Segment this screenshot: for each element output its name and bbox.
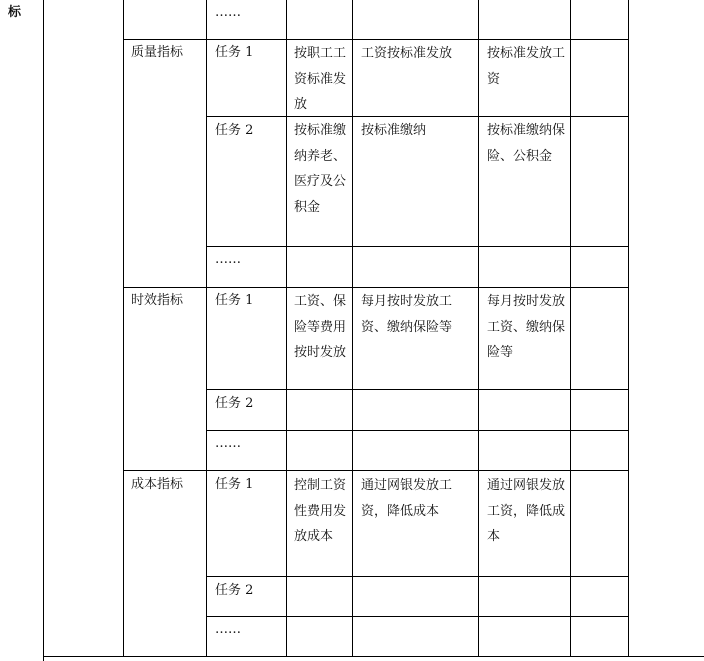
grid-line: [123, 287, 629, 288]
grid-line: [206, 576, 629, 577]
grid-line: [123, 0, 124, 656]
task-label: ……: [215, 436, 241, 451]
top-ellipsis: ……: [215, 5, 241, 20]
grid-line: [570, 0, 571, 656]
indicator-label: 时效指标: [131, 293, 184, 308]
grid-line: [206, 246, 629, 247]
grid-line: [43, 656, 704, 657]
grid-line: [206, 0, 207, 656]
task-label: 任务 2: [215, 123, 254, 138]
task-label: 任务 2: [215, 583, 254, 598]
first-col-label: 标: [8, 5, 22, 20]
task-content: 控制工资性费用发放成本: [294, 478, 347, 544]
task-label: ……: [215, 252, 241, 267]
task-content: 按职工工资标准发放: [294, 46, 347, 112]
actual-value: 按标准缴纳保险、公积金: [487, 123, 566, 164]
indicator-label: 成本指标: [131, 477, 184, 492]
task-label: ……: [215, 622, 241, 637]
task-content: 工资、保险等费用按时发放: [294, 294, 347, 360]
task-label: 任务 2: [215, 396, 254, 411]
grid-line: [43, 0, 44, 661]
actual-value: 按标准发放工资: [487, 46, 566, 87]
grid-line: [206, 389, 629, 390]
indicator-label: 质量指标: [131, 45, 184, 60]
grid-line: [478, 0, 479, 656]
grid-line: [352, 0, 353, 656]
grid-line: [123, 39, 629, 40]
task-label: 任务 1: [215, 45, 254, 60]
actual-value: 通过网银发放工资，降低成本: [487, 478, 566, 544]
grid-line: [123, 470, 629, 471]
task-label: 任务 1: [215, 477, 254, 492]
grid-line: [628, 0, 629, 656]
target-value: 按标准缴纳: [361, 123, 427, 138]
target-value: 通过网银发放工资，降低成本: [361, 478, 453, 519]
actual-value: 每月按时发放工资、缴纳保险等: [487, 294, 566, 360]
task-label: 任务 1: [215, 293, 254, 308]
grid-line: [206, 430, 629, 431]
grid-line: [286, 0, 287, 656]
target-value: 每月按时发放工资、缴纳保险等: [361, 294, 453, 335]
grid-line: [206, 116, 629, 117]
target-value: 工资按标准发放: [361, 46, 453, 61]
grid-line: [206, 616, 629, 617]
task-content: 按标准缴纳养老、医疗及公积金: [294, 123, 347, 215]
